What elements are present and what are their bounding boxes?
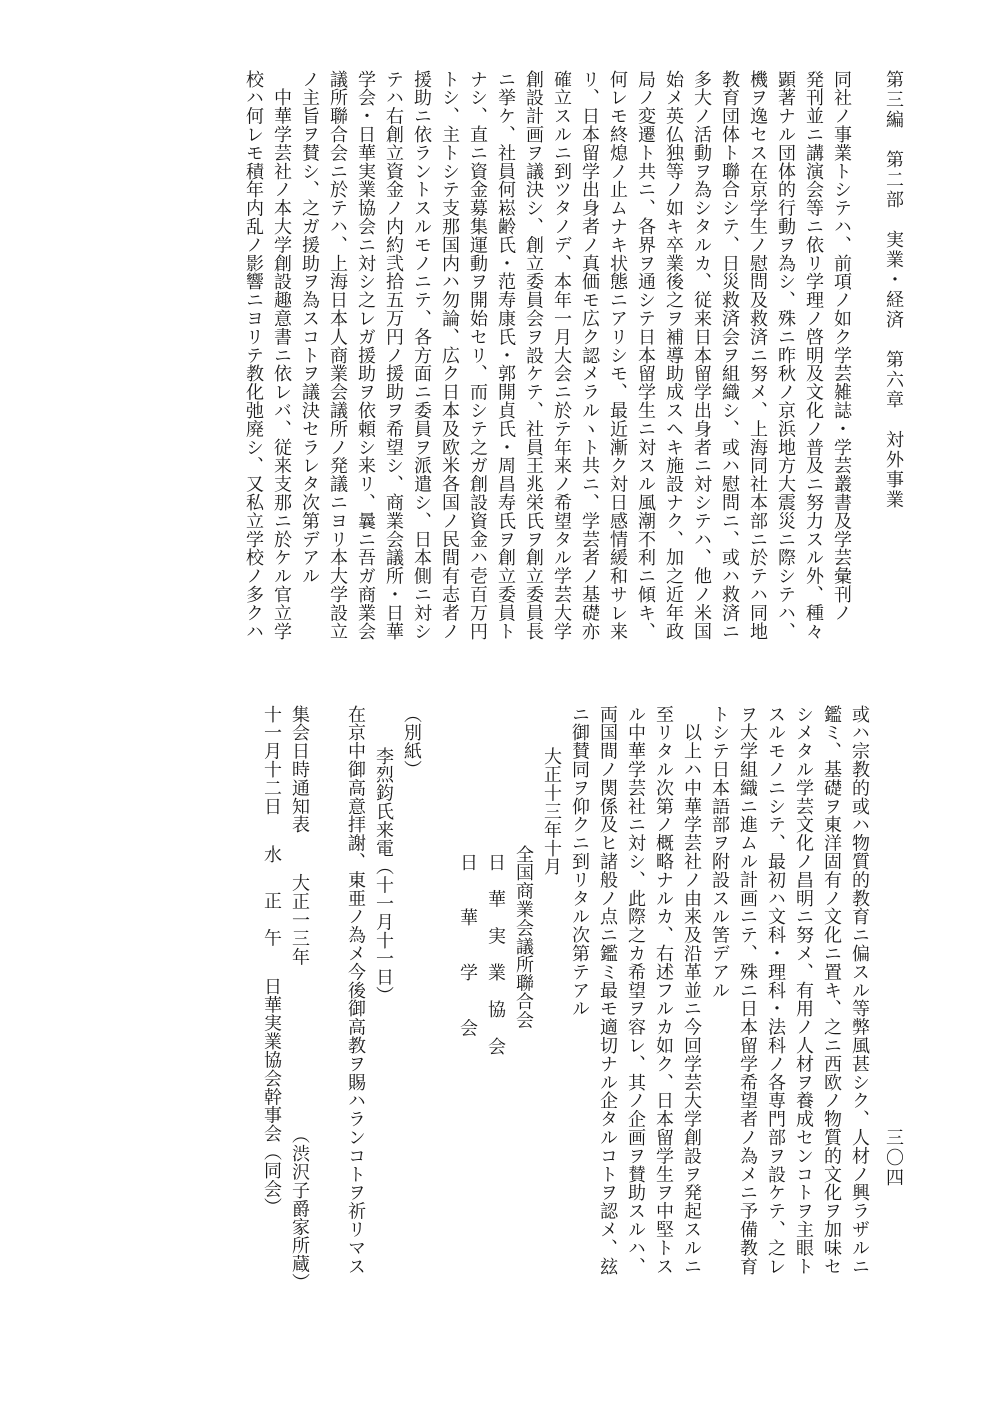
text-line: 顕著ナル団体的行動ヲ為シ、殊ニ昨秋ノ京浜地方大震災ニ際シテハ、	[775, 70, 796, 641]
text-line: 多大ノ活動ヲ為シタルカ、従来日本留学出身者ニ対シテハ、他ノ米国	[691, 70, 712, 641]
running-header: 第三編 第二部 実業・経済 第六章 対外事業	[883, 70, 904, 510]
meeting-entry-event: 日華実業協会幹事会（同会）	[261, 977, 282, 1217]
meeting-entry-date: 十一月十二日	[261, 705, 282, 816]
text-line: 或ハ宗教的或ハ物質的教育ニ偏スル等弊風甚シク、人材ノ興ラザルニ	[849, 705, 870, 1276]
text-line: シメタル学芸文化ノ昌明ニ努メ、有用ノ人材ヲ養成センコトヲ主眼ト	[793, 705, 814, 1276]
text-line: トシテ日本語部ヲ附設スル筈デアル	[709, 705, 730, 1000]
text-line: スルモノニシテ、最初ハ文科・理科・法科ノ各専門部ヲ設ケテ、之レ	[765, 705, 786, 1276]
date-line: 大正十三年十月	[541, 747, 562, 876]
page-number: 三〇四	[883, 1128, 904, 1188]
signatory-japan-china-society: 日 華 学 会	[457, 853, 478, 1037]
text-line: 至リタル次第ノ概略ナルカ、右述フルカ如ク、日本留学生ヲ中堅トス	[653, 705, 674, 1276]
text-line: 学会・日華実業協会ニ対シ之レガ援助ヲ依頼シ来リ、曩ニ吾ガ商業会	[355, 70, 376, 641]
text-line: 議所聯合会ニ於テハ、上海日本人商業会議所ノ発議ニヨリ本大学設立	[327, 70, 348, 641]
text-line: リ、日本留学出身者ノ真価モ広ク認メラルヽト共ニ、学芸者ノ基礎亦	[579, 70, 600, 641]
signatory-business-association: 日 華 実 業 協 会	[485, 853, 506, 1056]
text-line: 創設計画ヲ議決シ、創立委員会ヲ設ケテ、社員王兆栄氏ヲ創立委員長	[523, 70, 544, 641]
text-line: 中華学芸社ノ本大学創設趣意書ニ依レバ、従来支那ニ於ケル官立学	[271, 70, 292, 641]
text-line: ニ挙ケ、社員何崧齢氏・范寿康氏・郭開貞氏・周昌寿氏ヲ創立委員ト	[495, 70, 516, 641]
meeting-notice-heading	[285, 705, 313, 1345]
body-text-upper	[239, 70, 855, 660]
text-line: テハ右創立資金ノ内約弐拾五万円ノ援助ヲ希望シ、商業会議所・日華	[383, 70, 404, 641]
text-line: ル中華学芸社ニ対シ、此際之カ希望ヲ容レ、其ノ企画ヲ賛助スルハ、	[625, 705, 646, 1276]
text-line: ノ主旨ヲ賛シ、之ガ援助ヲ為スコトヲ議決セラレタ次第デアル	[299, 70, 320, 586]
attachment-label: （別紙）	[401, 705, 422, 779]
text-line: 両国間ノ関係及ヒ諸般ノ点ニ鑑ミ最モ適切ナル企タルコトヲ認メ、玆	[597, 705, 618, 1276]
meeting-entry-time: 正 午	[261, 891, 282, 948]
text-line: ニ御賛同ヲ仰クニ到リタル次第テアル	[569, 705, 590, 1018]
text-line: 以上ハ中華学芸社ノ由来及沿革並ニ今回学芸大学創設ヲ発起スルニ	[681, 705, 702, 1276]
meeting-notice-year: 大正一三年	[289, 873, 310, 966]
meeting-notice-title: 集会日時通知表	[289, 705, 310, 834]
signatory-chamber-federation: 全国商業会議所聯合会	[513, 845, 534, 1029]
meeting-notice-source: （渋沢子爵家所蔵）	[289, 1125, 310, 1292]
text-line: 援助ニ依ラントスルモノニテ、各方面ニ委員ヲ派遣シ、日本側ニ対シ	[411, 70, 432, 641]
telegram-text: 在京中御高意拝謝、東亜ノ為メ今後御高教ヲ賜ハランコトヲ祈リマス	[345, 705, 366, 1276]
text-line: 校ハ何レモ積年内乱ノ影響ニヨリテ教化弛廃シ、又私立学校ノ多クハ	[243, 70, 264, 641]
meeting-entry-row	[257, 705, 285, 1345]
telegram-title: 李烈鈞氏来電（十一月十一日）	[373, 747, 394, 1005]
text-line: トシ、主トシテ支那国内ハ勿論、広ク日本及欧米各国ノ民間有志者ノ	[439, 70, 460, 641]
meeting-entry-weekday: 水	[261, 845, 282, 864]
text-line: 鑑ミ、基礎ヲ東洋固有ノ文化ニ置キ、之ニ西欧ノ物質的文化ヲ加味セ	[821, 705, 842, 1276]
text-line: ナシ、直ニ資金募集運動ヲ開始セリ、而シテ之ガ創設資金ハ壱百万円	[467, 70, 488, 641]
body-text-lower	[257, 705, 873, 1345]
signatory-block	[453, 705, 537, 1345]
text-line: 同社ノ事業トシテハ、前項ノ如ク学芸雑誌・学芸叢書及学芸彙刊ノ	[831, 70, 852, 622]
text-line: 教育団体ト聯合シテ、日災救済会ヲ組織シ、或ハ慰問ニ、或ハ救済ニ	[719, 70, 740, 641]
text-line: 始メ英仏独等ノ如キ卒業後之ヲ補導助成スヘキ施設ナク、加之近年政	[663, 70, 684, 641]
text-line: 発刊並ニ講演会等ニ依リ学理ノ啓明及文化ノ普及ニ努力スル外、種々	[803, 70, 824, 641]
text-line: 確立スルニ到ツタノデ、本年一月大会ニ於テ年来ノ希望タル学芸大学	[551, 70, 572, 641]
text-line: 局ノ変遷ト共ニ、各界ヲ通シテ日本留学生ニ対スル風潮不利ニ傾キ、	[635, 70, 656, 641]
text-line: 何レモ終熄ノ止ムナキ状態ニアリシモ、最近漸ク対日感情緩和サレ来	[607, 70, 628, 641]
text-line: ヲ大学組織ニ進ムル計画ニテ、殊ニ日本留学希望者ノ為メニ予備教育	[737, 705, 758, 1276]
text-line: 機ヲ逸セス在京学生ノ慰問及救済ニ努メ、上海同社本部ニ於テハ同地	[747, 70, 768, 641]
